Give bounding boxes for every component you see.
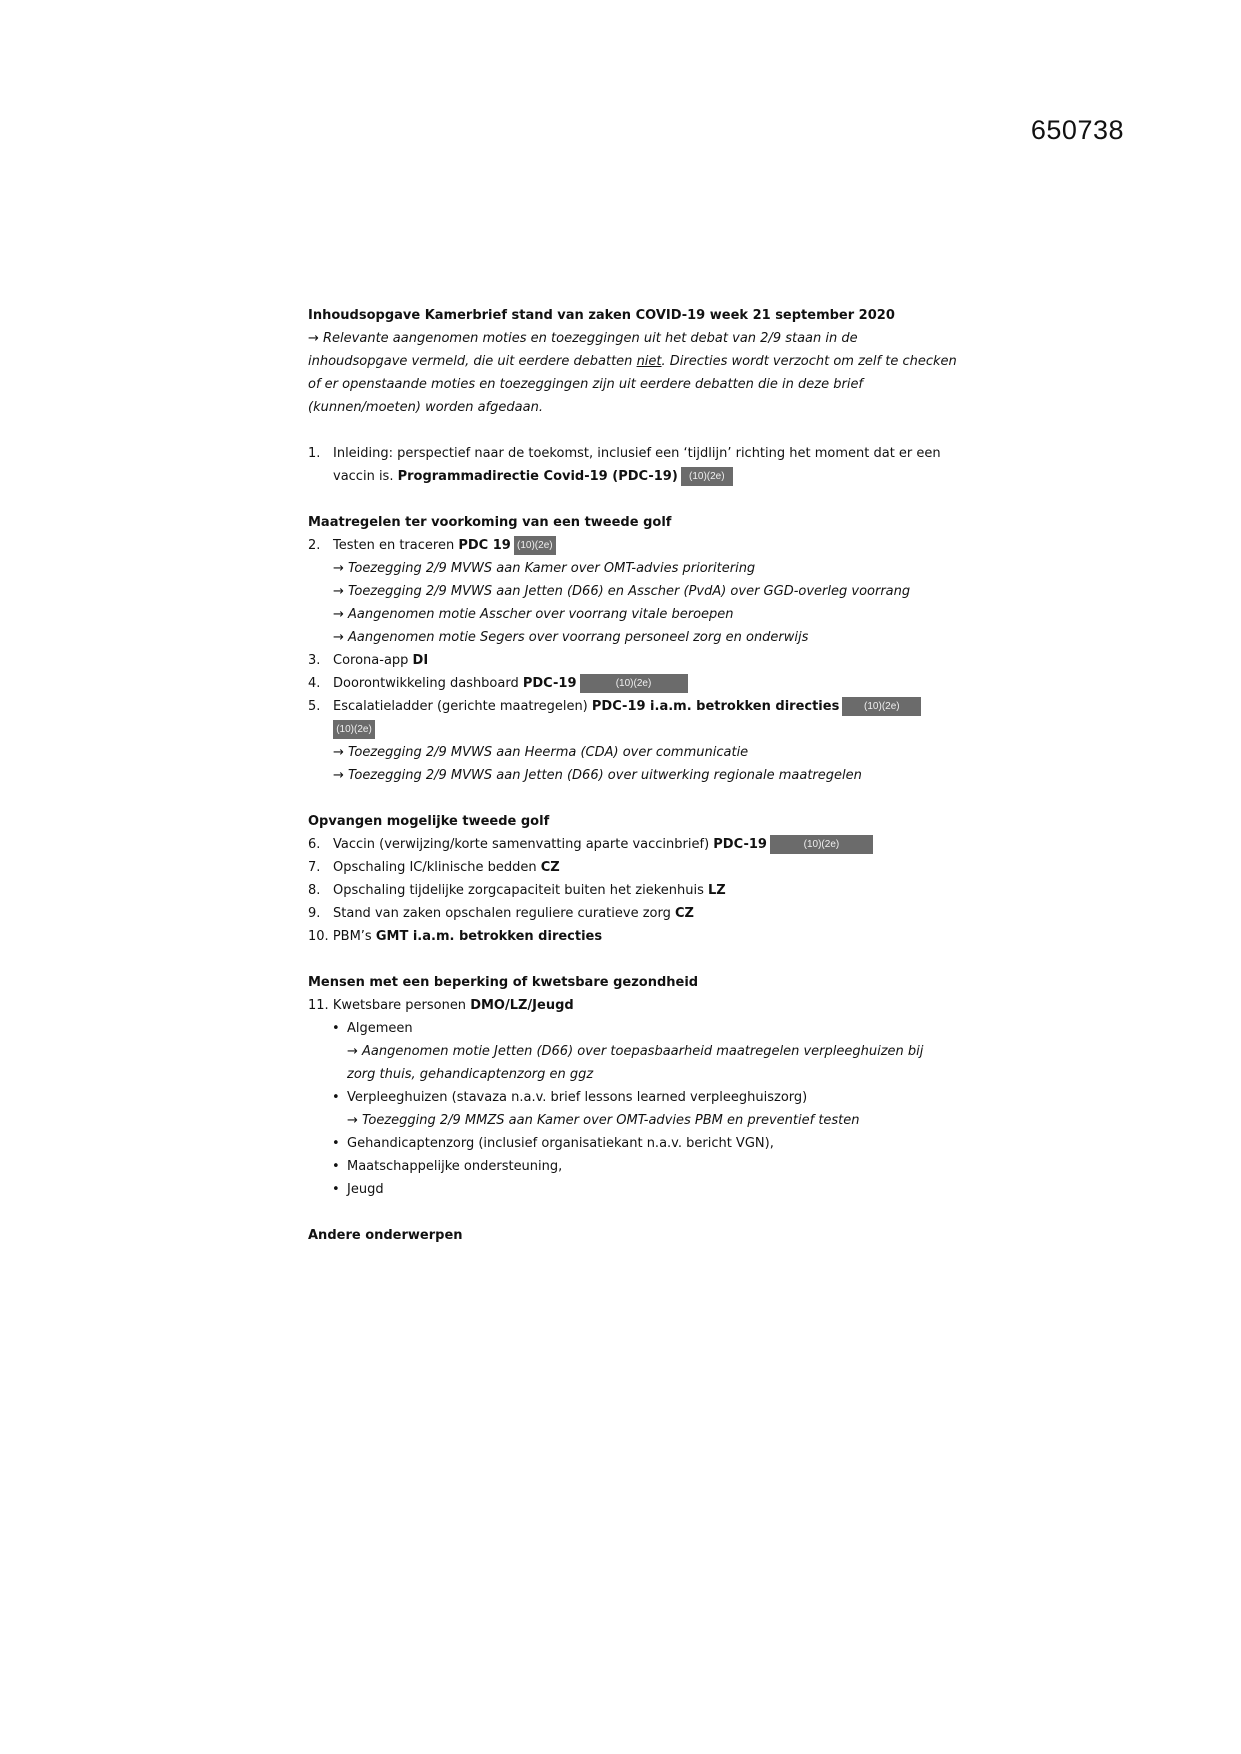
list-item-1: 1. Inleiding: perspectief naar de toekomst, inclusief een ‘tijdlijn’ richting het moment dat er een [308,446,941,461]
list-item-2-sub: → Toezegging 2/9 MVWS aan Jetten (D66) en Asscher (PvdA) over GGD-overleg voorrang [333,584,911,599]
bullet-item: • Algemeen [308,1017,948,1040]
intro-line-4: (kunnen/moeten) worden afgedaan. [308,400,543,415]
redaction-mark: (10)(2e) [842,697,921,716]
bullet-item: • Jeugd [308,1178,948,1201]
section-heading-4: Andere onderwerpen [308,1228,463,1243]
section-heading-3: Mensen met een beperking of kwetsbare gezondheid [308,975,699,990]
bullet-sub: → Aangenomen motie Jetten (D66) over toepasbaarheid maatregelen verpleeghuizen bij [347,1044,924,1059]
section-heading-2: Opvangen mogelijke tweede golf [308,814,550,829]
list-item-5-sub: → Toezegging 2/9 MVWS aan Jetten (D66) over uitwerking regionale maatregelen [333,768,862,783]
list-item-7: 7. Opschaling IC/klinische bedden CZ [308,860,560,875]
list-item-4: 4. Doorontwikkeling dashboard PDC-19 (10)(2e) [308,672,948,695]
list-item-2-sub: → Aangenomen motie Segers over voorrang personeel zorg en onderwijs [333,630,809,645]
list-item-5-sub: → Toezegging 2/9 MVWS aan Heerma (CDA) over communicatie [333,745,749,760]
redaction-mark: (10)(2e) [514,536,556,555]
bullet-item: • Maatschappelijke ondersteuning, [308,1155,948,1178]
bullet-sub: zorg thuis, gehandicaptenzorg en ggz [347,1067,594,1082]
redaction-mark: (10)(2e) [681,467,733,486]
list-item-9: 9. Stand van zaken opschalen reguliere curatieve zorg CZ [308,906,694,921]
list-item-11: 11. Kwetsbare personen DMO/LZ/Jeugd [308,998,574,1013]
list-item-5: 5. Escalatieladder (gerichte maatregelen) PDC-19 i.a.m. betrokken directies (10)(2e) [308,695,948,718]
intro-line-3: of er openstaande moties en toezeggingen zijn uit eerdere debatten die in deze brief [308,377,864,392]
list-item-6: 6. Vaccin (verwijzing/korte samenvatting aparte vaccinbrief) PDC-19 (10)(2e) [308,833,948,856]
redaction-mark: (10)(2e) [770,835,873,854]
bullet-item: • Verpleeghuizen (stavaza n.a.v. brief lessons learned verpleeghuiszorg) [308,1086,948,1109]
bullet-item: • Gehandicaptenzorg (inclusief organisatiekant n.a.v. bericht VGN), [308,1132,948,1155]
document-number: 650738 [1030,115,1124,145]
bullet-icon: • [332,1021,340,1036]
intro-line-1: → Relevante aangenomen moties en toezeggingen uit het debat van 2/9 staan in de [308,331,858,346]
redaction-mark: (10)(2e) [333,720,375,739]
bullet-icon: • [332,1159,340,1174]
list-item-5-cont [308,718,948,741]
list-item-1-cont: vaccin is. Programmadirectie Covid-19 (PDC-19) (10)(2e) [308,465,948,488]
document-title: Inhoudsopgave Kamerbrief stand van zaken COVID-19 week 21 september 2020 [308,308,895,323]
list-item-2: 2. Testen en traceren PDC 19 (10)(2e) [308,534,948,557]
list-item-10: 10. PBM’s GMT i.a.m. betrokken directies [308,929,603,944]
bullet-icon: • [332,1090,340,1105]
section-heading-1: Maatregelen ter voorkoming van een tweede golf [308,515,672,530]
list-item-8: 8. Opschaling tijdelijke zorgcapaciteit buiten het ziekenhuis LZ [308,883,726,898]
document-body [308,304,957,1247]
intro-line-2: inhoudsopgave vermeld, die uit eerdere debatten niet. Directies wordt verzocht om zelf te checken [308,354,957,369]
list-item-3: 3. Corona-app DI [308,653,429,668]
bullet-icon: • [332,1182,340,1197]
list-item-2-sub: → Toezegging 2/9 MVWS aan Kamer over OMT-advies prioritering [333,561,756,576]
list-item-2-sub: → Aangenomen motie Asscher over voorrang vitale beroepen [333,607,734,622]
bullet-sub: → Toezegging 2/9 MMZS aan Kamer over OMT-advies PBM en preventief testen [347,1113,860,1128]
redaction-mark: (10)(2e) [580,674,688,693]
bullet-icon: • [332,1136,340,1151]
